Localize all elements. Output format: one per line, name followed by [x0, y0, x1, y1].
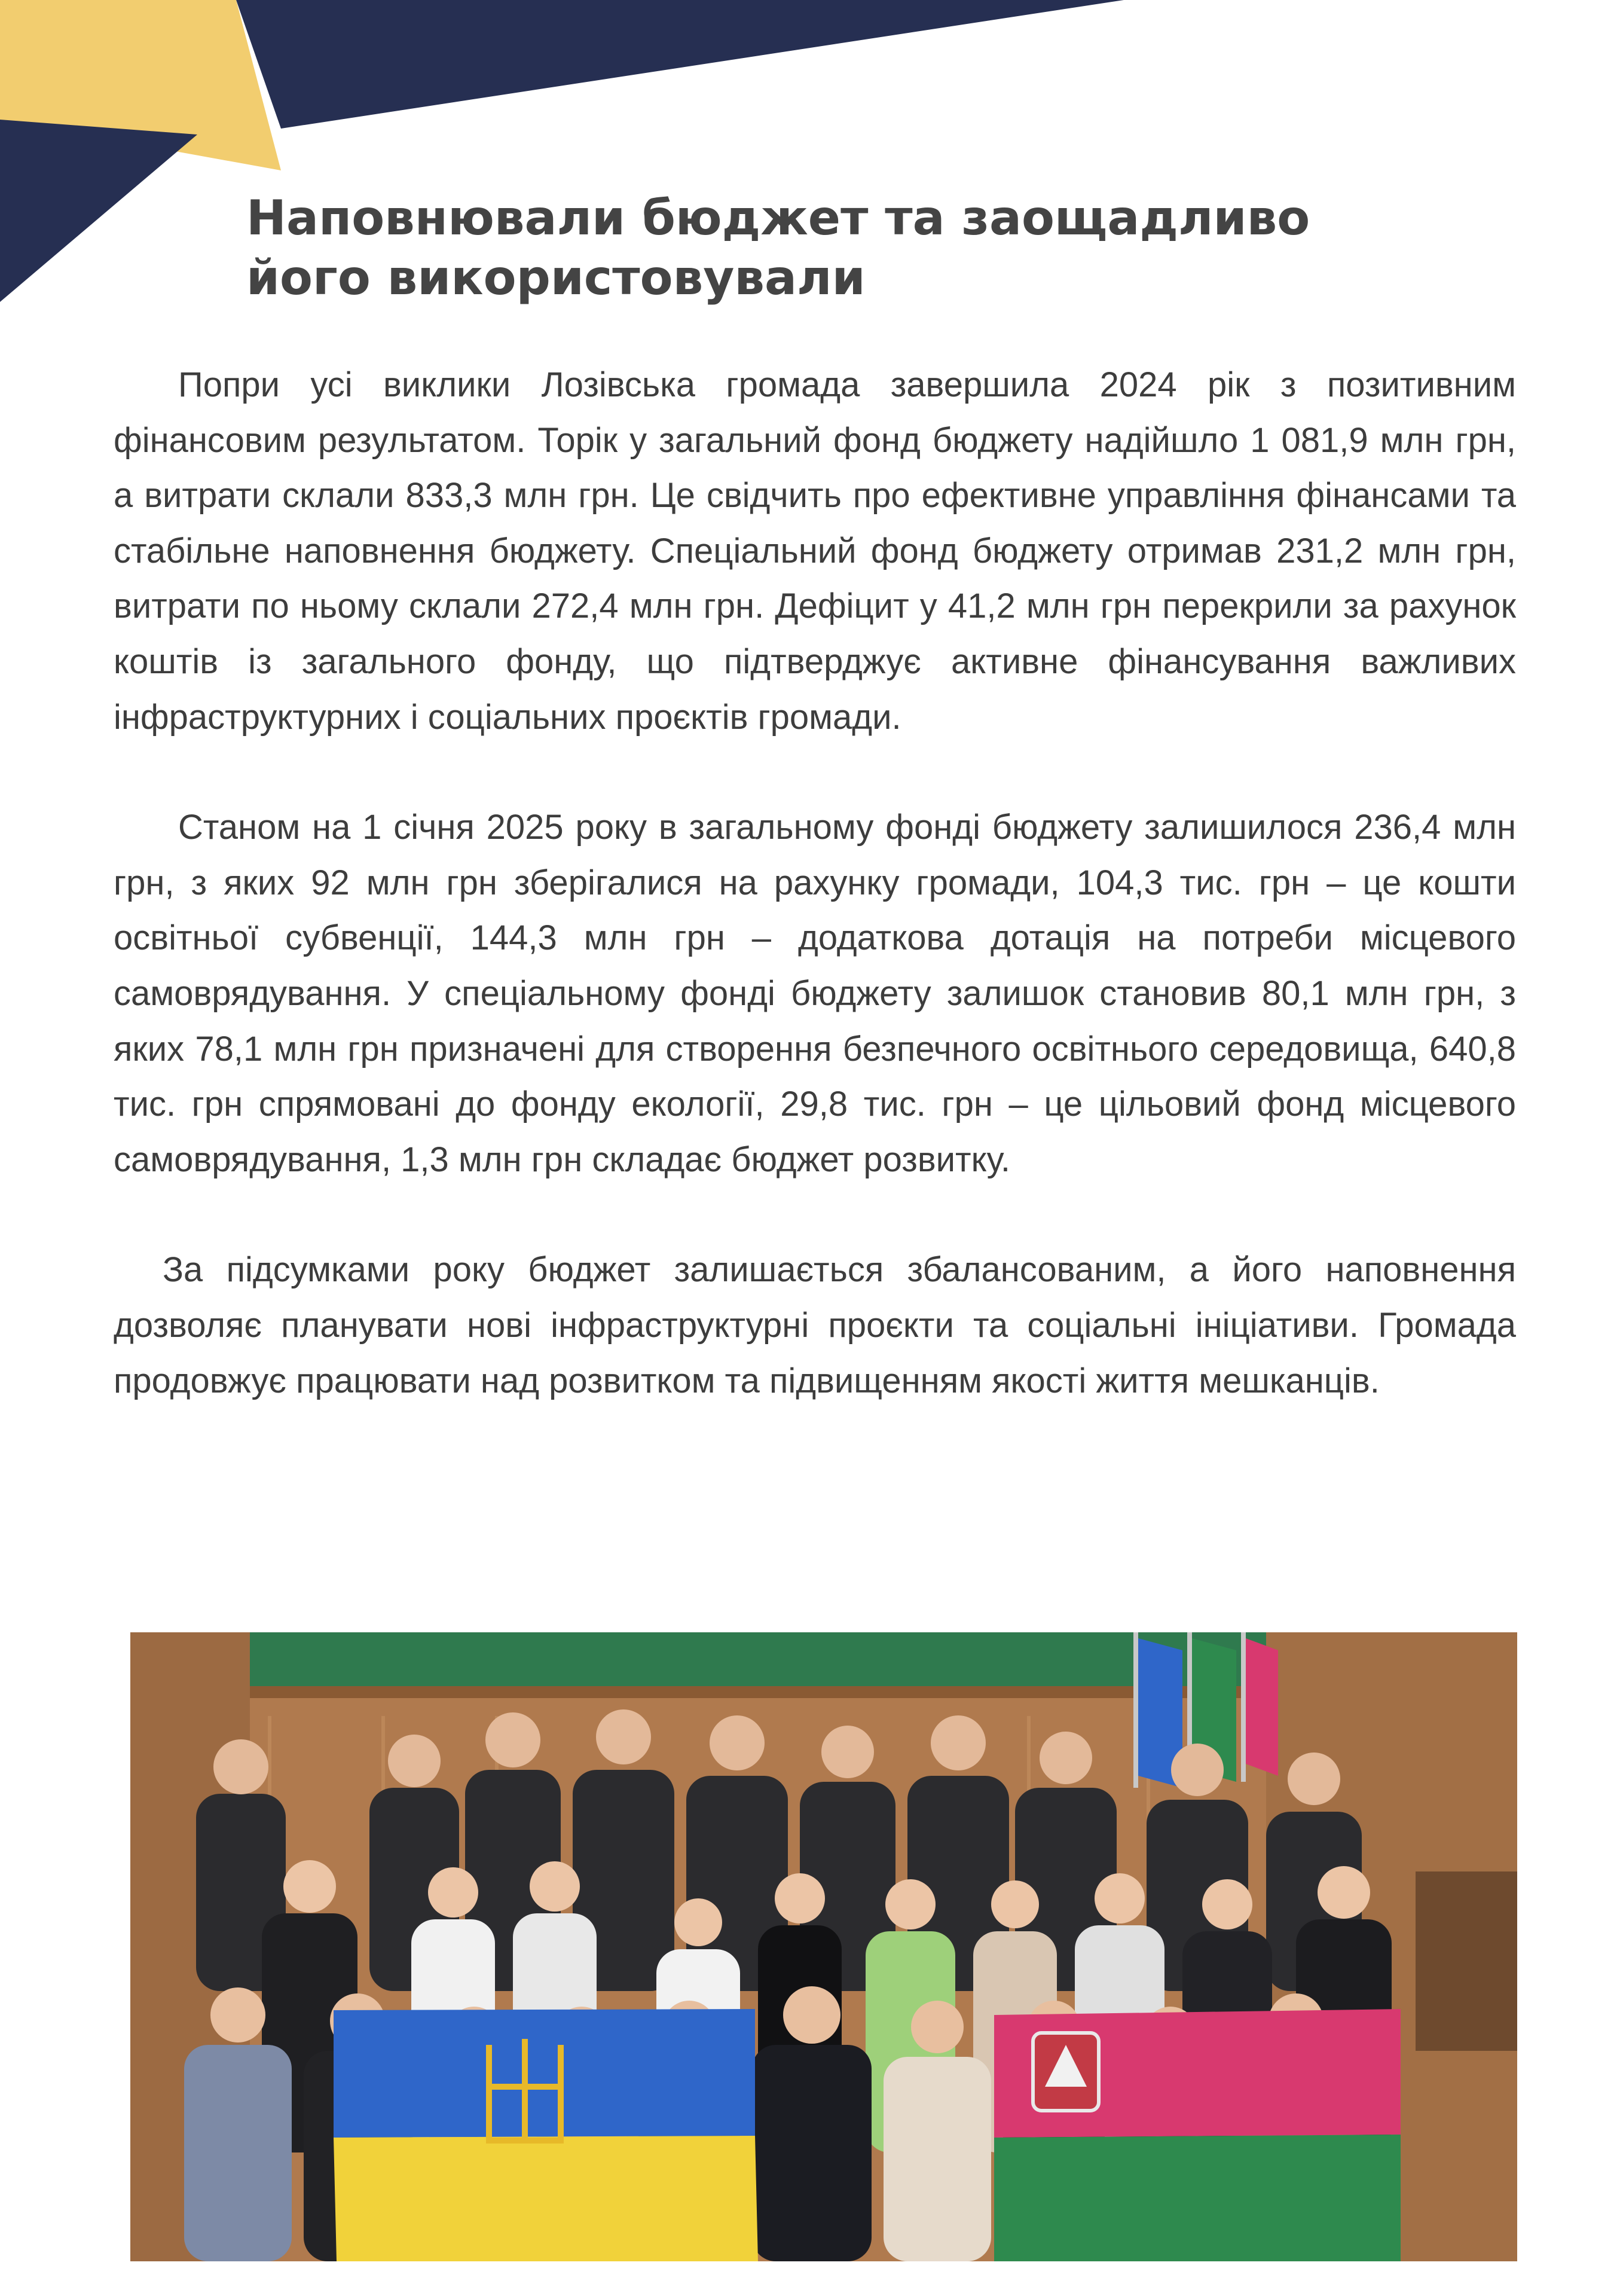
coat-of-arms — [1033, 2033, 1099, 2111]
title-line-2: його використовували — [246, 250, 866, 306]
community-flag — [994, 2009, 1401, 2261]
title-line-1: Наповнювали бюджет та заощадливо — [246, 190, 1310, 246]
paragraph-2: Станом на 1 січня 2025 року в загальному фонді бюджету залишилося 236,4 млн грн, з яких 92 млн грн зберігалися на рахунку громади, 104,3 тис. грн – це кошти освітньої субвенції, 144,3 млн грн – додаткова дотація на потреби місцевого самоврядування. У спеціальному фонді бюджету залишок становив 80,1 млн грн, з яких 78,1 млн грн призначені для створення безпечного освітнього середовища, 640,8 тис. грн спрямовані до фонду екології, 29,8 тис. грн – це цільовий фонд місцевого самоврядування, 1,3 млн грн складає бюджет розвитку. — [114, 808, 1516, 1179]
article-title — [246, 188, 1382, 308]
green-board — [250, 1632, 1266, 1686]
group-photo — [130, 1632, 1517, 2261]
navy-stripe — [236, 0, 1124, 129]
article-body — [114, 358, 1516, 1464]
paragraph-3: За підсумками року бюджет залишається збалансованим, а його наповнення дозволяє планувати нові інфраструктурні проєкти та соціальні ініціативи. Громада продовжує працювати над розвитком та підвищенням якості життя мешканців. — [114, 1250, 1516, 1400]
paragraph-1: Попри усі виклики Лозівська громада завершила 2024 рік з позитивним фінансовим результатом. Торік у загальний фонд бюджету надійшло 1 081,9 млн грн, а витрати склали 833,3 млн грн. Це свідчить про ефективне управління фінансами та стабільне наповнення бюджету. Спеціальний фонд бюджету отримав 231,2 млн грн, витрати по ньому склали 272,4 млн грн. Дефіцит у 41,2 млн грн перекрили за рахунок коштів із загального фонду, що підтверджує активне фінансування важливих інфраструктурних і соціальних проєктів громади. — [114, 365, 1516, 737]
ukraine-flag — [334, 2009, 758, 2261]
group-photo-illustration — [130, 1632, 1517, 2261]
navy-triangle — [0, 120, 197, 302]
